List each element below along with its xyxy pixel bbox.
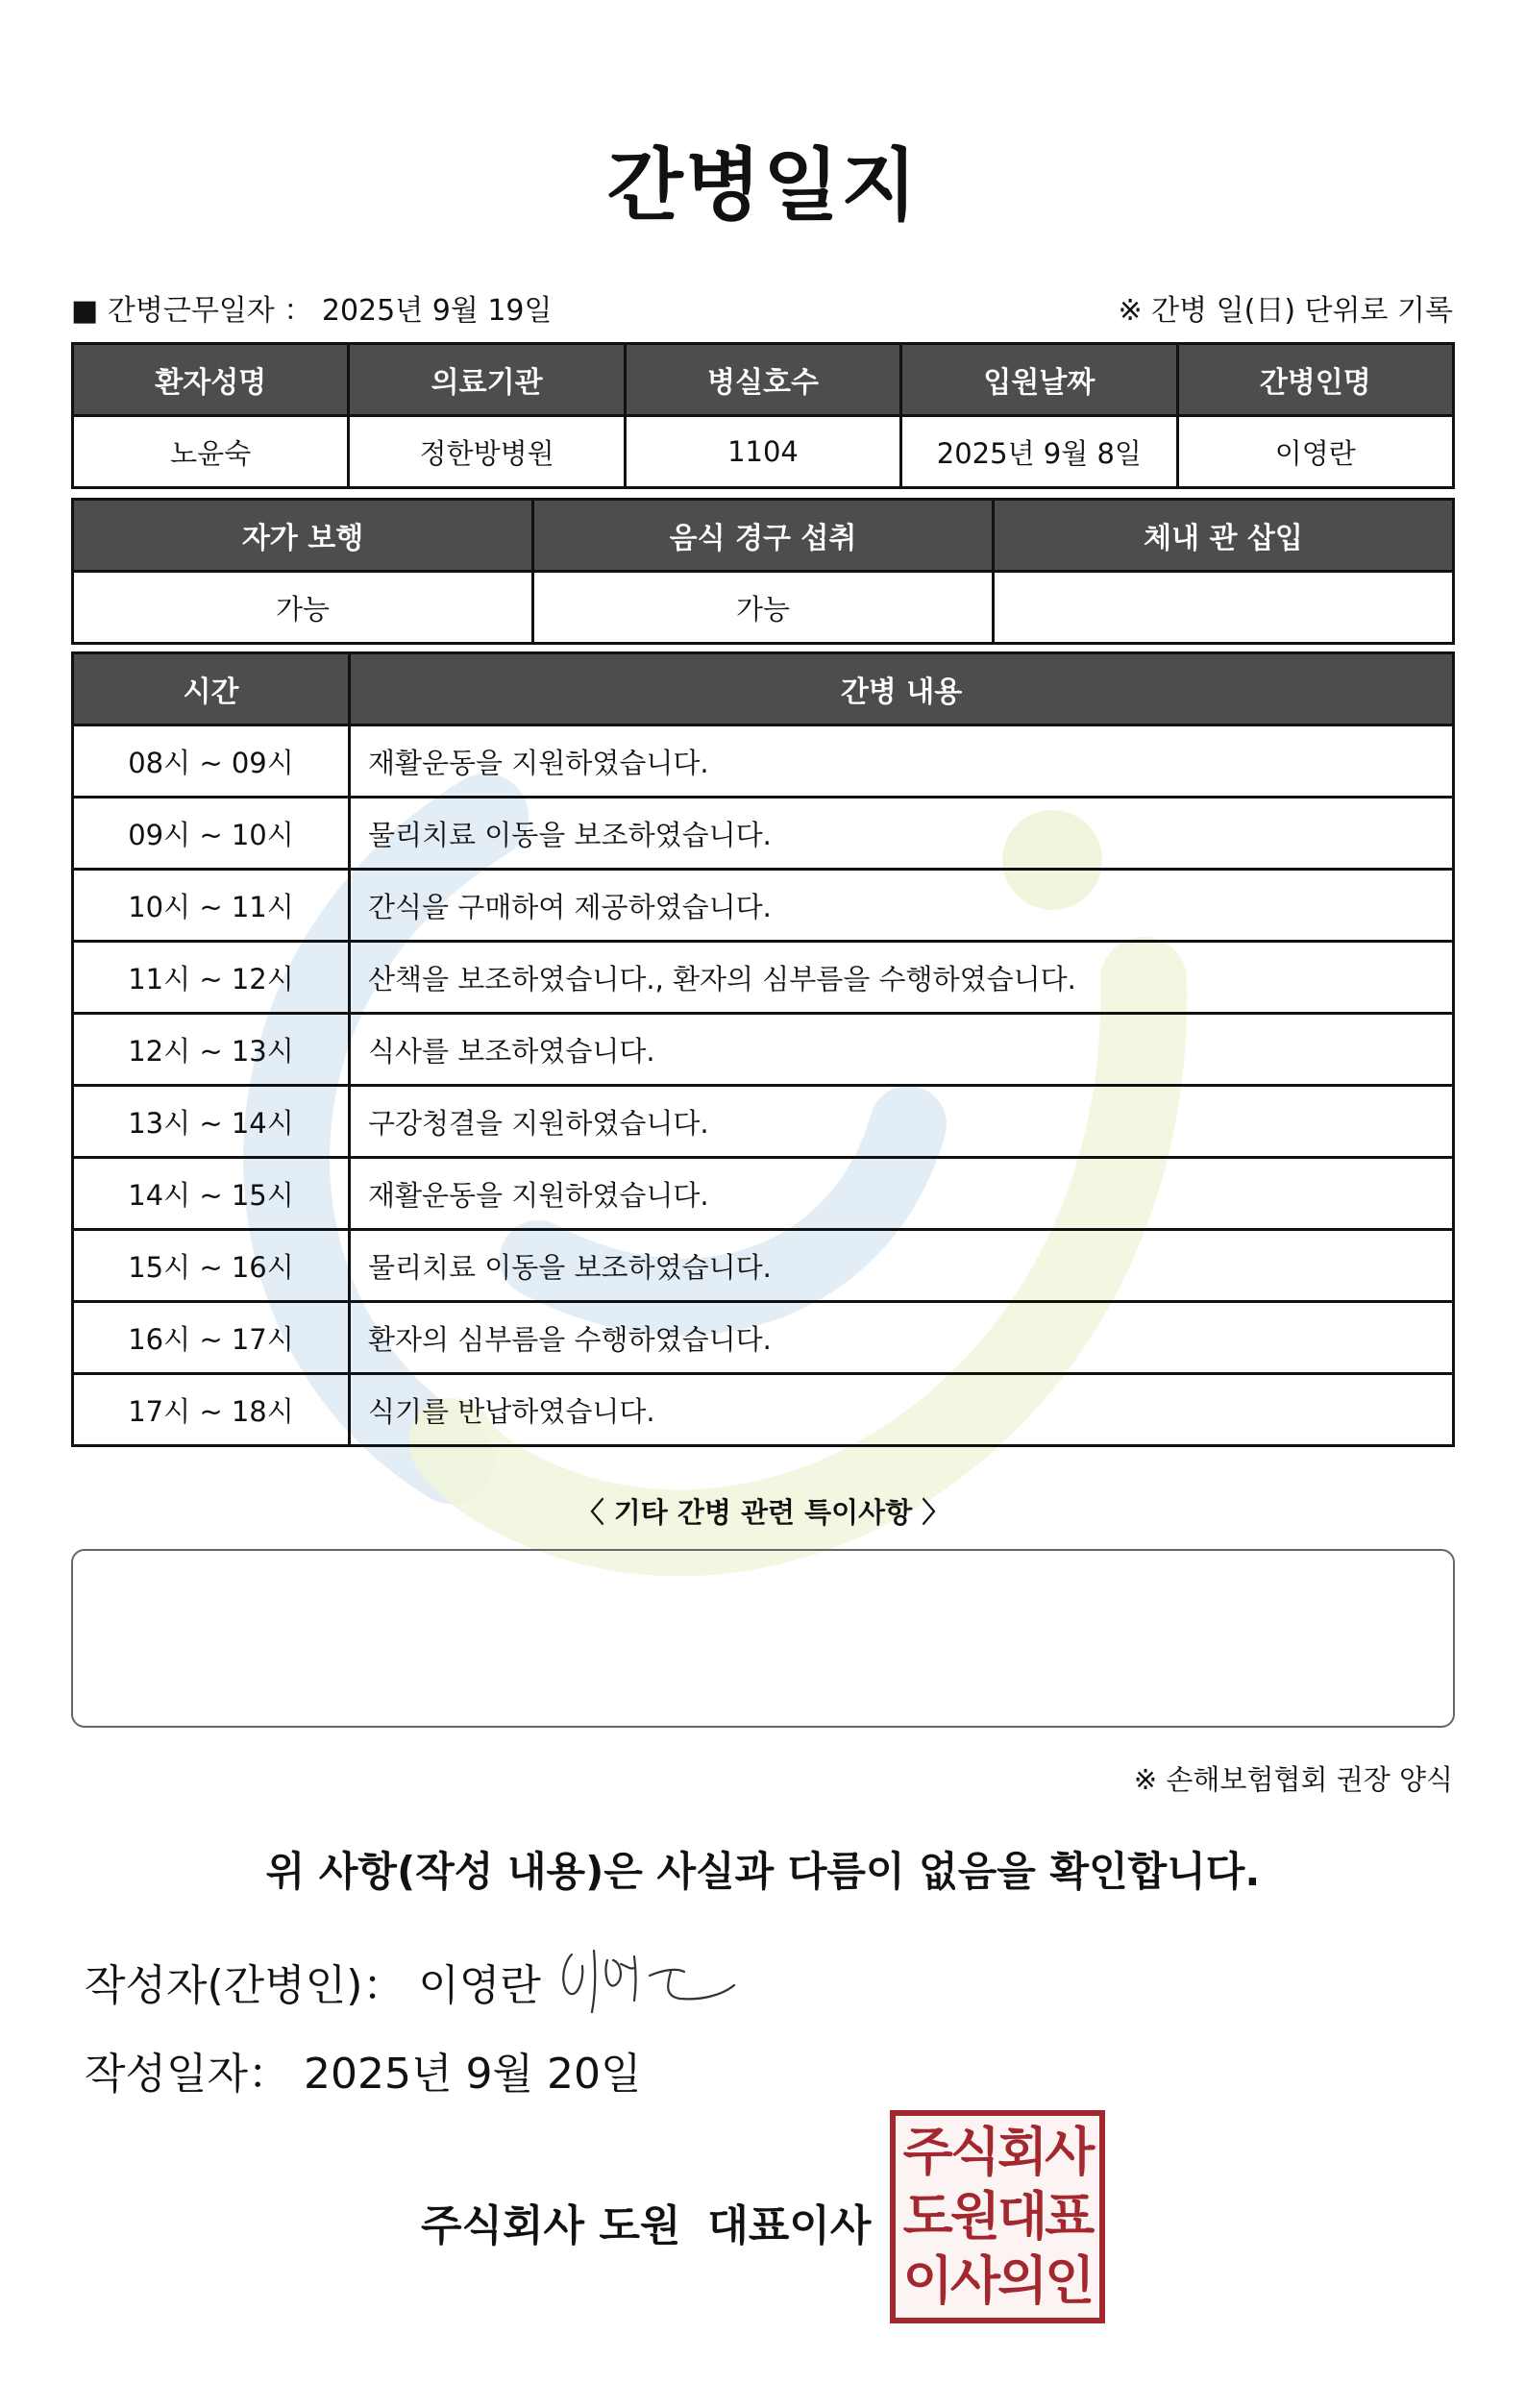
table-row xyxy=(73,1374,1454,1446)
header-hospital: 의료기관 xyxy=(349,344,625,416)
content-cell: 재활운동을 지원하였습니다. xyxy=(350,725,1454,798)
written-date-label: 작성일자： xyxy=(85,2050,291,2099)
unit-note: ※ 간병 일(日) 단위로 기록 xyxy=(1118,294,1453,328)
care-log-table xyxy=(71,651,1455,1447)
notes-box xyxy=(71,1549,1455,1728)
seal-line: 도원대표 xyxy=(902,2185,1093,2247)
writer-line xyxy=(85,1951,541,2012)
company-name: 주식회사 도원 xyxy=(421,2201,681,2250)
caregiver-name: 이영란 xyxy=(1177,416,1453,488)
handwritten-signature xyxy=(557,1943,750,2020)
form-source-note: ※ 손해보험협회 권장 양식 xyxy=(1133,1763,1453,1796)
tube-insertion-value xyxy=(994,572,1454,644)
time-cell: 16시 ~ 17시 xyxy=(73,1302,350,1374)
seal-line: 이사의인 xyxy=(902,2250,1093,2312)
admission-date: 2025년 9월 8일 xyxy=(901,416,1177,488)
work-date xyxy=(71,286,553,329)
room-number: 1104 xyxy=(625,416,900,488)
content-cell: 물리치료 이동을 보조하였습니다. xyxy=(350,798,1454,870)
writer-name: 이영란 xyxy=(418,1961,541,2010)
table-row xyxy=(73,1086,1454,1158)
time-cell: 08시 ~ 09시 xyxy=(73,725,350,798)
content-cell: 물리치료 이동을 보조하였습니다. xyxy=(350,1230,1454,1302)
writer-label: 작성자(간병인)： xyxy=(85,1961,406,2010)
seal-line: 주식회사 xyxy=(902,2121,1093,2182)
table-row xyxy=(73,572,1454,644)
hospital: 정한방병원 xyxy=(349,416,625,488)
table-header-row xyxy=(73,500,1454,572)
header-tube-insertion: 체내 관 삽입 xyxy=(994,500,1454,572)
header-room: 병실호수 xyxy=(625,344,900,416)
table-row xyxy=(73,798,1454,870)
time-cell: 12시 ~ 13시 xyxy=(73,1014,350,1086)
time-cell: 13시 ~ 14시 xyxy=(73,1086,350,1158)
header-time: 시간 xyxy=(73,653,350,725)
patient-info-table xyxy=(71,342,1455,489)
table-row xyxy=(73,725,1454,798)
page-title: 간병일지 xyxy=(606,140,920,232)
header-admission-date: 입원날짜 xyxy=(901,344,1177,416)
written-date-line xyxy=(85,2039,641,2101)
work-date-label: 간병근무일자 ： xyxy=(107,294,313,328)
work-date-value: 2025년 9월 19일 xyxy=(321,294,553,328)
content-cell: 환자의 심부름을 수행하였습니다. xyxy=(350,1302,1454,1374)
time-cell: 11시 ~ 12시 xyxy=(73,942,350,1014)
notes-title: 〈 기타 간병 관련 특이사항 〉 xyxy=(576,1496,950,1529)
table-row xyxy=(73,416,1454,488)
time-cell: 15시 ~ 16시 xyxy=(73,1230,350,1302)
table-row xyxy=(73,870,1454,942)
time-cell: 09시 ~ 10시 xyxy=(73,798,350,870)
content-cell: 식사를 보조하였습니다. xyxy=(350,1014,1454,1086)
table-row xyxy=(73,1302,1454,1374)
company-seal-stamp xyxy=(890,2110,1105,2323)
square-bullet-icon: ■ xyxy=(71,294,99,328)
table-header-row xyxy=(73,653,1454,725)
table-header-row xyxy=(73,344,1454,416)
confirmation-statement: 위 사항(작성 내용)은 사실과 다름이 없음을 확인합니다. xyxy=(265,1848,1261,1895)
content-cell: 재활운동을 지원하였습니다. xyxy=(350,1158,1454,1230)
header-caregiver-name: 간병인명 xyxy=(1177,344,1453,416)
content-cell: 식기를 반납하였습니다. xyxy=(350,1374,1454,1446)
header-oral-intake: 음식 경구 섭취 xyxy=(533,500,994,572)
table-row xyxy=(73,1158,1454,1230)
header-walking: 자가 보행 xyxy=(73,500,533,572)
content-cell: 간식을 구매하여 제공하였습니다. xyxy=(350,870,1454,942)
time-cell: 10시 ~ 11시 xyxy=(73,870,350,942)
time-cell: 14시 ~ 15시 xyxy=(73,1158,350,1230)
header-care-content: 간병 내용 xyxy=(350,653,1454,725)
oral-intake-value: 가능 xyxy=(533,572,994,644)
content-cell: 구강청결을 지원하였습니다. xyxy=(350,1086,1454,1158)
table-row xyxy=(73,1014,1454,1086)
patient-name: 노윤숙 xyxy=(73,416,349,488)
time-cell: 17시 ~ 18시 xyxy=(73,1374,350,1446)
patient-status-table xyxy=(71,498,1455,645)
written-date-value: 2025년 9월 20일 xyxy=(304,2050,642,2099)
table-row xyxy=(73,1230,1454,1302)
table-row xyxy=(73,942,1454,1014)
walking-value: 가능 xyxy=(73,572,533,644)
representative-title: 대표이사 xyxy=(707,2201,872,2250)
content-cell: 산책을 보조하였습니다., 환자의 심부름을 수행하였습니다. xyxy=(350,942,1454,1014)
company-line xyxy=(421,2191,871,2252)
header-patient-name: 환자성명 xyxy=(73,344,349,416)
